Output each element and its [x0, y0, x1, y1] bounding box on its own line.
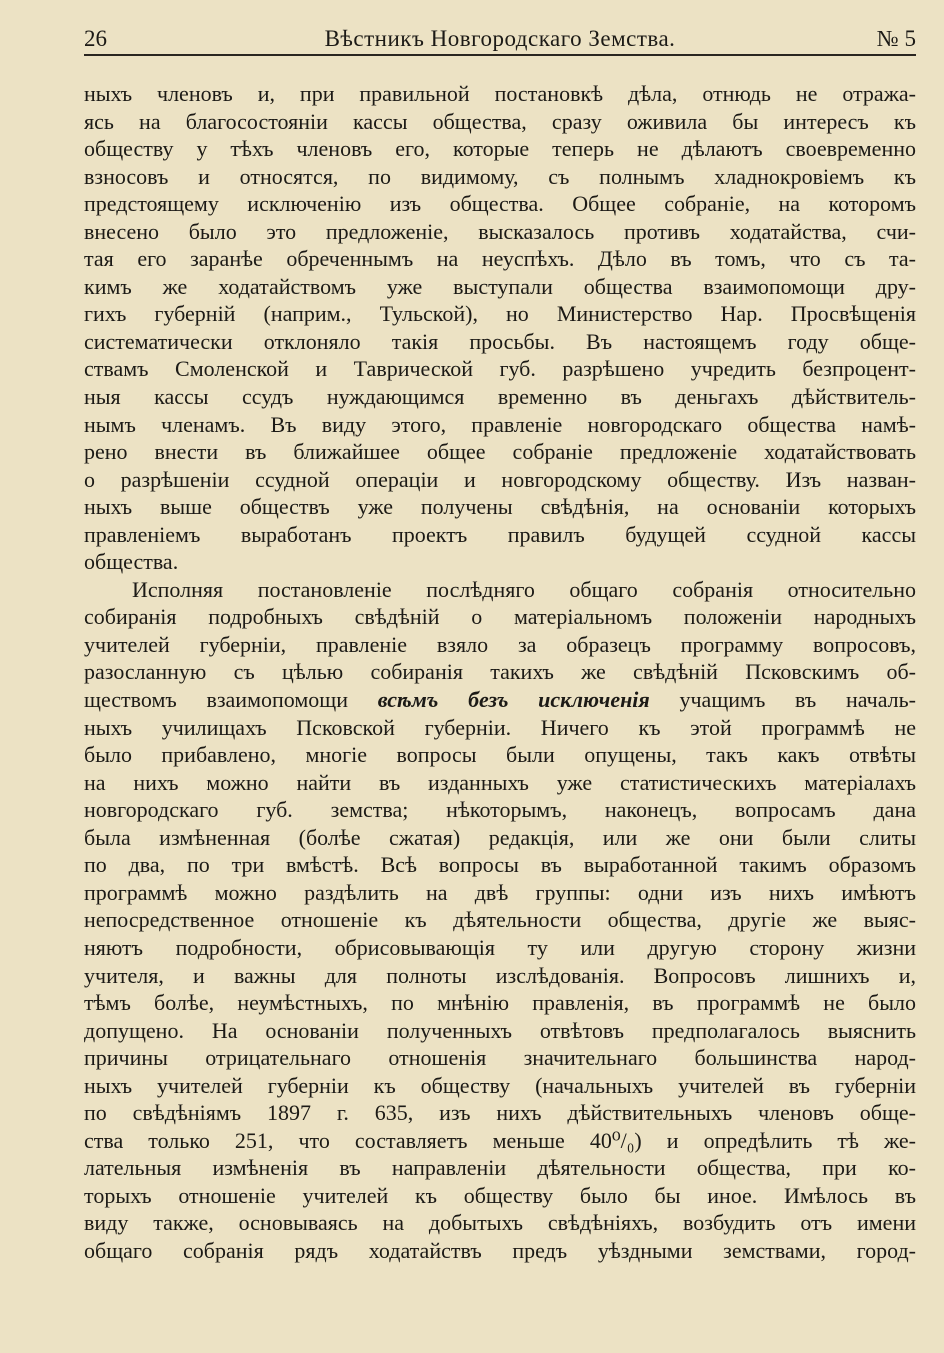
text-line: ныхъ членовъ и, при правильной постановкѣ дѣла, отнюдь не отража- — [84, 81, 916, 106]
text-line: систематически отклоняло такія просьбы. Въ настоящемъ году обще- — [84, 328, 916, 354]
text-line: ства только 251, что составляетъ меньше 40⁰/₀) и опредѣлить тѣ же- — [84, 1127, 916, 1153]
text-line: допущено. На основаніи полученныхъ отвѣтовъ предполагалось выяснить — [84, 1017, 916, 1043]
text-line-with-emphasis — [84, 686, 916, 714]
body-text — [84, 80, 916, 1265]
text-line: общаго собранія рядъ ходатайствъ предъ уѣздными земствами, город- — [84, 1237, 916, 1263]
text-line: кимъ же ходатайствомъ уже выступали общества взаимопомощи дру- — [84, 273, 916, 299]
text-line: было прибавлено, многіе вопросы были опущены, такъ какъ отвѣты — [84, 742, 916, 768]
text-line: няютъ подробности, обрисовывающія ту или другую сторону жизни — [84, 934, 916, 960]
text-line: ясь на благосостояніи кассы общества, сразу оживила бы интересъ къ — [84, 108, 916, 134]
text-line: ныя кассы ссудъ нуждающимся временно въ деньгахъ дѣйствитель- — [84, 384, 916, 410]
text-line: на нихъ можно найти въ изданныхъ уже статистическихъ матеріалахъ — [84, 769, 916, 795]
paragraph-1 — [84, 80, 916, 576]
text-line: общества. — [84, 549, 179, 575]
text-fragment: ществомъ взаимопомощи — [84, 687, 348, 713]
text-line: нымъ членамъ. Въ виду этого, правленіе новгородскаго общества намѣ- — [84, 411, 916, 437]
journal-title: Вѣстникъ Новгородскаго Земства. — [324, 26, 676, 51]
text-line: ныхъ училищахъ Псковской губерніи. Ничего къ этой программѣ не — [84, 714, 916, 740]
page-number: 26 — [84, 26, 107, 51]
text-line: собиранія подробныхъ свѣдѣній о матеріальномъ положеніи народныхъ — [84, 604, 916, 630]
text-line: тая его заранѣе обреченнымъ на неуспѣхъ. Дѣло въ томъ, что съ та- — [84, 246, 916, 272]
text-line: предстоящему исключенію изъ общества. Общее собраніе, на которомъ — [84, 191, 916, 217]
text-line: внесено было это предложеніе, высказалось противъ ходатайства, счи- — [84, 218, 916, 244]
paragraph-2 — [84, 576, 916, 1265]
emphasized-phrase: всѣмъ безъ исключенія — [377, 687, 650, 713]
text-line: программѣ можно раздѣлить на двѣ группы: одни изъ нихъ имѣютъ — [84, 879, 916, 905]
text-line: обществу у тѣхъ членовъ его, которые теперь не дѣлаютъ своевременно — [84, 136, 916, 162]
text-line: была измѣненная (болѣе сжатая) редакція, или же они были слиты — [84, 824, 916, 850]
running-header — [84, 24, 916, 56]
text-line: новгородскаго губ. земства; нѣкоторымъ, наконецъ, вопросамъ дана — [84, 797, 916, 823]
text-line: учителей губерніи, правленіе взяло за образецъ программу вопросовъ, — [84, 631, 916, 657]
issue-number: № 5 — [876, 26, 916, 51]
text-line: тѣмъ болѣе, неумѣстныхъ, по мнѣнію правленія, въ программѣ не было — [84, 990, 916, 1016]
text-line: ныхъ учителей губерніи къ обществу (начальныхъ учителей въ губерніи — [84, 1072, 916, 1098]
text-line: гихъ губерній (наприм., Тульской), но Министерство Нар. Просвѣщенія — [84, 301, 916, 327]
text-line: причины отрицательнаго отношенія значительнаго большинства народ- — [84, 1045, 916, 1071]
text-line: торыхъ отношеніе учителей къ обществу было бы иное. Имѣлось въ — [84, 1182, 916, 1208]
text-line: лательныя измѣненія въ направленіи дѣятельности общества, при ко- — [84, 1155, 916, 1181]
text-line: виду также, основываясь на добытыхъ свѣдѣніяхъ, возбудить отъ имени — [84, 1210, 916, 1236]
text-line: рено внести въ ближайшее общее собраніе предложеніе ходатайствовать — [84, 439, 916, 465]
text-line: разосланную съ цѣлью собиранія такихъ же свѣдѣній Псковскимъ об- — [84, 659, 916, 685]
text-line: учителя, и важны для полноты изслѣдованія. Вопросовъ лишнихъ и, — [84, 962, 916, 988]
text-line: по два, по три вмѣстѣ. Всѣ вопросы въ выработанной такимъ образомъ — [84, 852, 916, 878]
text-line: непосредственное отношеніе къ дѣятельности общества, другіе же выяс- — [84, 907, 916, 933]
text-line: Исполняя постановленіе послѣдняго общаго собранія относительно — [132, 576, 916, 602]
text-line: о разрѣшеніи ссудной операціи и новгородскому обществу. Изъ назван- — [84, 466, 916, 492]
text-line: правленіемъ выработанъ проектъ правилъ будущей ссудной кассы — [84, 521, 916, 547]
text-fragment: учащимъ въ началь- — [679, 687, 916, 713]
text-line: по свѣдѣніямъ 1897 г. 635, изъ нихъ дѣйствительныхъ членовъ обще- — [84, 1100, 916, 1126]
text-line: взносовъ и относятся, по видимому, съ полнымъ хладнокровіемъ къ — [84, 163, 916, 189]
text-line: ствамъ Смоленской и Таврической губ. разрѣшено учредить безпроцент- — [84, 356, 916, 382]
text-line: ныхъ выше обществъ уже получены свѣдѣнія, на основаніи которыхъ — [84, 494, 916, 520]
